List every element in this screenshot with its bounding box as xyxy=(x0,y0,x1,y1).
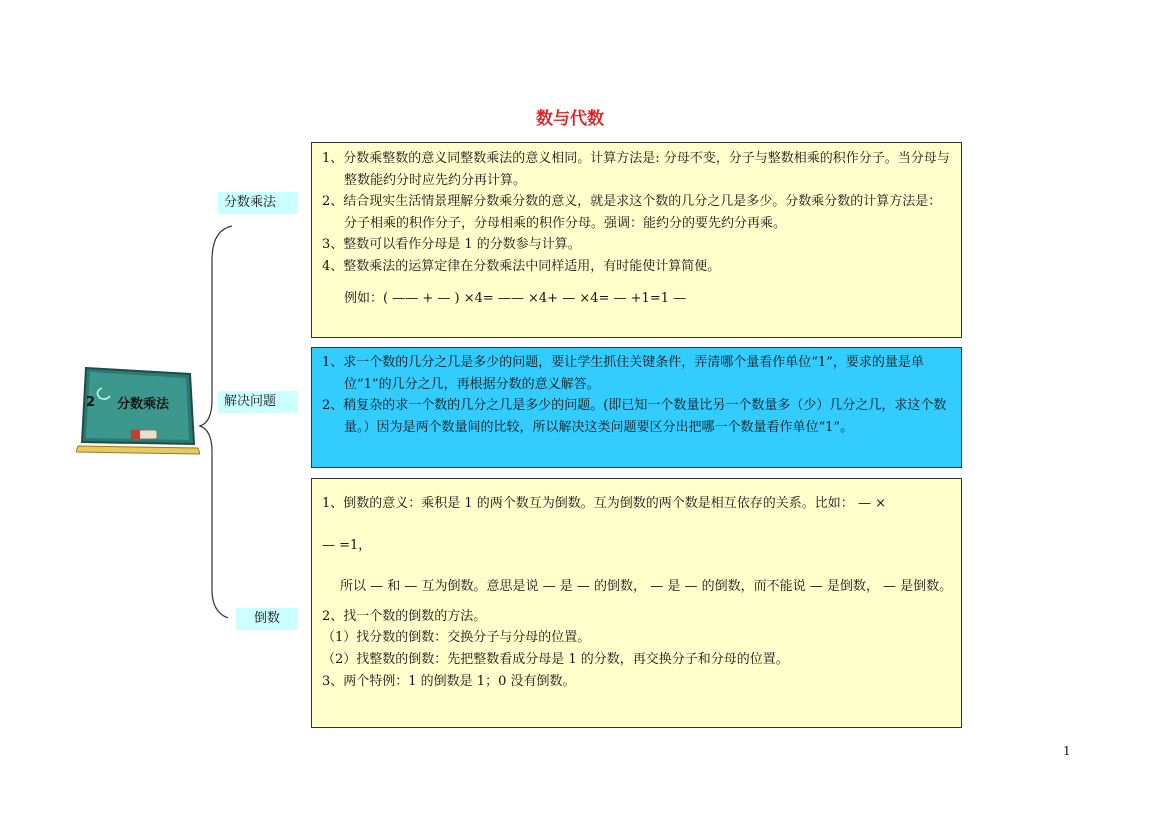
list-item: 2、找一个数的倒数的方法。 xyxy=(322,608,487,624)
list-item: 3、两个特例：1 的倒数是 1；0 没有倒数。 xyxy=(322,673,576,689)
list-item: 1、分数乘整数的意义同整数乘法的意义相同。计算方法是: 分母不变，分子与整数相乘的积作分子。当分母与整数能约分时应先约分再计算。 xyxy=(322,151,950,188)
content-box-problem-solving xyxy=(311,347,962,468)
content-box-fraction-multiplication xyxy=(311,142,962,338)
list-item: 1、倒数的意义：乘积是 1 的两个数互为倒数。互为倒数的两个数是相互依存的关系。比如： — × xyxy=(322,496,886,511)
list-item: 所以 — 和 — 互为倒数。意思是说 — 是 — 的倒数， — 是 — 的倒数，而不能说 — 是倒数， — 是倒数。 xyxy=(340,579,953,595)
example-text: 例如：( —— + — ) ×4= —— ×4+ — ×4= — +1=1 — xyxy=(344,290,687,306)
list-item: 2、结合现实生活情景理解分数乘分数的意义，就是求这个数的几分之几是多少。分数乘分数的计算方法是：分子相乘的积作分子，分母相乘的积作分母。强调：能约分的要先约分再乘。 xyxy=(322,194,942,231)
page-number: 1 xyxy=(1063,744,1071,758)
page-title: 数与代数 xyxy=(536,109,604,129)
branch-label-problem-solving: 解决问题 xyxy=(218,391,298,413)
list-item: 3、整数可以看作分母是 1 的分数参与计算。 xyxy=(322,237,581,253)
branch-label-fraction-multiplication: 分数乘法 xyxy=(218,192,298,214)
center-label: 分数乘法 xyxy=(117,397,170,412)
list-item: — =1， xyxy=(322,537,372,553)
branch-label-reciprocal: 倒数 xyxy=(236,608,298,630)
list-item: （1）找分数的倒数：交换分子与分母的位置。 xyxy=(322,630,591,646)
center-number: 2 xyxy=(86,395,96,410)
list-item: （2）找整数的倒数：先把整数看成分母是 1 的分数，再交换分子和分母的位置。 xyxy=(322,651,789,667)
list-item: 4、整数乘法的运算定律在分数乘法中同样适用，有时能使计算简便。 xyxy=(322,258,721,274)
list-item: 1、求一个数的几分之几是多少的问题，要让学生抓住关键条件，弄清哪个量看作单位“1”，要求的量是单位“1”的几分之几，再根据分数的意义解答。 xyxy=(322,355,924,392)
content-box-reciprocal xyxy=(311,478,962,728)
chalkboard-icon xyxy=(76,364,200,460)
brace-connector xyxy=(196,200,316,630)
list-item: 2、稍复杂的求一个数的几分之几是多少的问题。(即已知一个数量比另一个数量多（少）几分之几，求这个数量。）因为是两个数量间的比较，所以解决这类问题要区分出把哪一个数量看作单位“1”。 xyxy=(322,398,947,435)
